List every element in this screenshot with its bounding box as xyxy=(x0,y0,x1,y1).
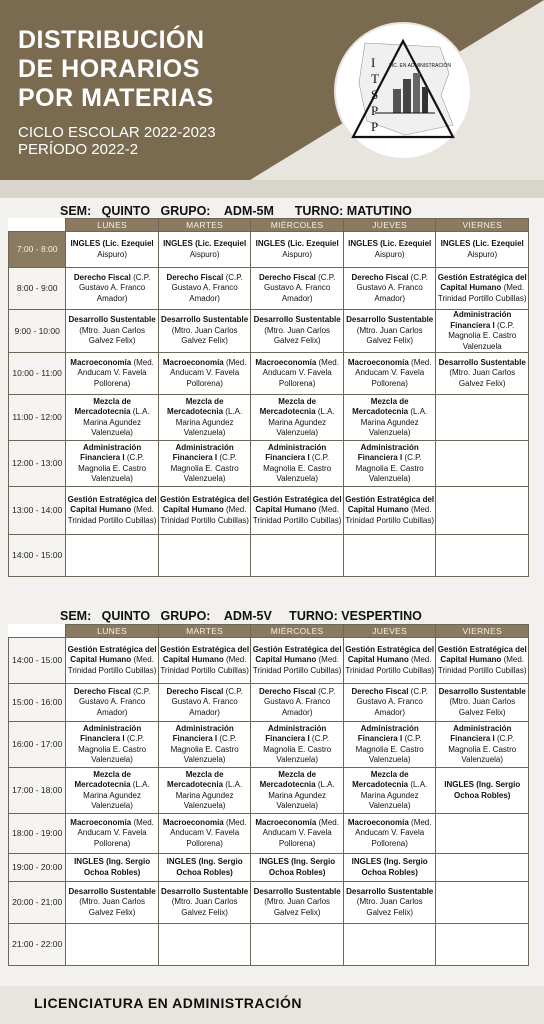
time-slot: 12:00 - 13:00 xyxy=(9,441,66,487)
teacher-name: (Mtro. Juan Carlos Galvez Felix) xyxy=(449,697,516,717)
class-cell xyxy=(251,395,344,441)
time-slot: 13:00 - 14:00 xyxy=(9,487,66,535)
subject-name: Gestión Estratégica del Capital Humano xyxy=(345,644,435,665)
teacher-name: (C.P. Gustavo A. Franco Amador) xyxy=(264,272,336,303)
class-cell xyxy=(158,854,251,882)
class-cell xyxy=(158,310,251,353)
teacher-name: (Mtro. Juan Carlos Galvez Felix) xyxy=(171,897,238,917)
class-cell xyxy=(251,854,344,882)
logo-letter: T xyxy=(371,71,379,86)
class-cell xyxy=(251,310,344,353)
class-cell xyxy=(66,395,159,441)
day-header: LUNES xyxy=(66,219,159,232)
class-cell xyxy=(251,487,344,535)
class-cell xyxy=(343,722,436,768)
day-header: LUNES xyxy=(66,625,159,638)
teacher-name: (C.P. Gustavo A. Franco Amador) xyxy=(171,272,243,303)
day-header: MIÉRCOLES xyxy=(251,219,344,232)
class-cell xyxy=(158,353,251,395)
teacher-name: (L.A. Marina Agundez Valenzuela) xyxy=(83,780,150,810)
teacher-name: (L.A. Marina Agundez Valenzuela) xyxy=(360,407,428,437)
schedule-row xyxy=(9,310,529,353)
schedule-row xyxy=(9,768,529,814)
class-cell xyxy=(436,882,529,924)
class-cell xyxy=(251,814,344,854)
logo-letter: P xyxy=(371,119,379,134)
teacher-name: (C.P. Magnolia E. Castro Valenzuela) xyxy=(170,453,239,483)
class-cell xyxy=(66,638,159,684)
class-cell xyxy=(343,924,436,966)
class-cell xyxy=(158,768,251,814)
subject-name: Derecho Fiscal xyxy=(258,272,316,282)
time-slot: 9:00 - 10:00 xyxy=(9,310,66,353)
schedule-row xyxy=(9,684,529,722)
class-cell xyxy=(158,232,251,268)
teacher-name: (C.P. Magnolia E. Castro Valenzuela xyxy=(448,320,517,351)
subject-name: Macroeconomía xyxy=(162,817,224,827)
class-cell xyxy=(343,353,436,395)
teacher-name: (L.A. Marina Agundez Valenzuela) xyxy=(175,780,243,810)
class-cell xyxy=(66,310,159,353)
class-cell xyxy=(343,814,436,854)
subject-name: Mezcla de Mercadotecnia xyxy=(259,769,317,789)
teacher-name: (L.A. Marina Agundez Valenzuela) xyxy=(268,780,335,810)
teacher-name: (Mtro. Juan Carlos Galvez Felix) xyxy=(171,325,238,346)
class-cell xyxy=(251,441,344,487)
teacher-name: (Mtro. Juan Carlos Galvez Felix) xyxy=(356,897,423,917)
subject-name: Gestión Estratégica del Capital Humano xyxy=(252,644,342,665)
footer-title: LICENCIATURA EN ADMINISTRACIÓN xyxy=(34,995,303,1011)
teacher-name: (C.P. Gustavo A. Franco Amador) xyxy=(264,686,336,717)
teacher-name: (C.P. Magnolia E. Castro Valenzuela) xyxy=(78,734,147,764)
class-cell xyxy=(343,441,436,487)
subject-name: Derecho Fiscal xyxy=(166,272,224,282)
class-cell xyxy=(158,535,251,577)
class-cell xyxy=(436,487,529,535)
teacher-name: (Med. Trinidad Portillo Cubillas) xyxy=(160,655,249,675)
class-cell xyxy=(251,638,344,684)
subject-name: Desarrollo Sustentable xyxy=(161,886,249,896)
subject-name: Desarrollo Sustentable xyxy=(253,315,341,325)
subject-name: INGLES (Ing. Sergio Ochoa Robles) xyxy=(166,857,243,877)
subject-name: Macroeconomía xyxy=(70,357,132,367)
class-cell xyxy=(436,638,529,684)
teacher-name: (Med. Trinidad Portillo Cubillas) xyxy=(67,655,157,675)
subject-name: Administración Financiera I xyxy=(450,310,512,330)
subject-name: Administración Financiera I xyxy=(172,442,234,462)
class-cell xyxy=(251,535,344,577)
subject-name: INGLES (Lic. Ezequiel xyxy=(255,239,339,248)
teacher-name: (Med. Anducam V. Favela Pollorena) xyxy=(77,817,154,848)
teacher-name: (C.P. Magnolia E. Castro Valenzuela) xyxy=(355,734,424,764)
teacher-name: (Med. Anducam V. Favela Pollorena) xyxy=(170,357,247,388)
subject-name: INGLES (Lic. Ezequiel xyxy=(348,239,432,248)
day-header: VIERNES xyxy=(436,625,529,638)
day-header: MARTES xyxy=(158,219,251,232)
subject-name: Derecho Fiscal xyxy=(351,272,409,282)
teacher-name: Aispuro) xyxy=(282,249,313,259)
class-cell xyxy=(66,814,159,854)
class-cell xyxy=(251,924,344,966)
subject-name: Administración Financiera I xyxy=(80,442,142,462)
class-cell xyxy=(343,232,436,268)
class-cell xyxy=(436,441,529,487)
logo-letter: S xyxy=(371,87,379,102)
subject-name: Macroeconomía xyxy=(255,817,317,827)
logo-subtext: LIC. EN ADMINISTRACIÓN xyxy=(389,63,451,69)
teacher-name: (C.P. Magnolia E. Castro Valenzuela) xyxy=(448,734,517,764)
teacher-name: (Med. Anducam V. Favela Pollorena) xyxy=(262,357,339,388)
subject-name: Mezcla de Mercadotecnia xyxy=(352,769,409,789)
schedule-row xyxy=(9,814,529,854)
class-cell xyxy=(66,854,159,882)
subject-name: Gestión Estratégica del Capital Humano xyxy=(160,494,250,515)
class-cell xyxy=(343,768,436,814)
class-cell xyxy=(66,768,159,814)
teacher-name: (Med. Anducam V. Favela Pollorena) xyxy=(355,357,432,388)
time-slot: 19:00 - 20:00 xyxy=(9,854,66,882)
class-cell xyxy=(436,353,529,395)
schedule-table-matutino xyxy=(8,218,529,577)
schedule-row xyxy=(9,882,529,924)
class-cell xyxy=(158,638,251,684)
time-slot: 14:00 - 15:00 xyxy=(9,638,66,684)
group-info-vespertino: SEM: QUINTO GRUPO: ADM-5V TURNO: VESPERTINO xyxy=(60,609,422,623)
class-cell xyxy=(66,722,159,768)
subject-name: Administración Financiera I xyxy=(265,723,327,743)
class-cell xyxy=(343,395,436,441)
class-cell xyxy=(251,722,344,768)
class-cell xyxy=(343,882,436,924)
schedule-row xyxy=(9,353,529,395)
teacher-name: (C.P. Gustavo A. Franco Amador) xyxy=(356,686,428,717)
teacher-name: Aispuro) xyxy=(467,249,498,259)
schedule-row xyxy=(9,638,529,684)
teacher-name: (C.P. Magnolia E. Castro Valenzuela) xyxy=(263,734,332,764)
class-cell xyxy=(343,684,436,722)
subject-name: Mezcla de Mercadotecnia xyxy=(167,769,224,789)
schedule-row xyxy=(9,232,529,268)
subject-name: Macroeconomía xyxy=(347,357,409,367)
teacher-name: (C.P. Magnolia E. Castro Valenzuela) xyxy=(263,453,332,483)
title-line: DE HORARIOS xyxy=(18,55,200,83)
teacher-name: (C.P. Gustavo A. Franco Amador) xyxy=(78,272,151,303)
subject-name: Administración Financiera I xyxy=(357,442,419,462)
time-slot: 10:00 - 11:00 xyxy=(9,353,66,395)
subject-name: Desarrollo Sustentable xyxy=(438,357,526,367)
title-line: POR MATERIAS xyxy=(18,84,214,112)
class-cell xyxy=(66,353,159,395)
class-cell xyxy=(66,268,159,310)
schedule-row xyxy=(9,722,529,768)
subject-name: Gestión Estratégica del Capital Humano xyxy=(345,494,435,515)
time-slot: 21:00 - 22:00 xyxy=(9,924,66,966)
subject-name: INGLES (Ing. Sergio Ochoa Robles) xyxy=(259,857,336,877)
subject-name: Desarrollo Sustentable xyxy=(68,886,156,896)
subject-name: Gestión Estratégica del Capital Humano xyxy=(437,644,527,665)
teacher-name: (Med. Anducam V. Favela Pollorena) xyxy=(262,817,339,848)
class-cell xyxy=(436,924,529,966)
teacher-name: Aispuro) xyxy=(374,249,405,259)
teacher-name: (Med. Trinidad Portillo Cubillas) xyxy=(252,655,342,675)
class-cell xyxy=(158,684,251,722)
teacher-name: (L.A. Marina Agundez Valenzuela) xyxy=(360,780,428,810)
time-slot: 8:00 - 9:00 xyxy=(9,268,66,310)
page-title xyxy=(18,26,318,113)
subject-name: Desarrollo Sustentable xyxy=(68,315,156,325)
subject-name: Gestión Estratégica del Capital Humano xyxy=(67,494,157,515)
time-slot: 15:00 - 16:00 xyxy=(9,684,66,722)
subject-name: INGLES (Lic. Ezequiel xyxy=(440,239,524,248)
logo-letter: I xyxy=(371,55,376,70)
subject-name: Derecho Fiscal xyxy=(73,686,131,696)
subject-name: Macroeconomía xyxy=(162,357,224,367)
group-info-matutino: SEM: QUINTO GRUPO: ADM-5M TURNO: MATUTINO xyxy=(60,204,412,218)
subject-name: Administración Financiera I xyxy=(172,723,234,743)
teacher-name: (Mtro. Juan Carlos Galvez Felix) xyxy=(264,897,331,917)
teacher-name: (Mtro. Juan Carlos Galvez Felix) xyxy=(79,897,145,917)
class-cell xyxy=(158,924,251,966)
class-cell xyxy=(66,441,159,487)
subject-name: INGLES (Ing. Sergio Ochoa Robles) xyxy=(74,857,151,877)
teacher-name: Aispuro) xyxy=(189,249,220,259)
subject-name: INGLES (Lic. Ezequiel xyxy=(70,239,154,248)
day-header: MIÉRCOLES xyxy=(251,625,344,638)
class-cell xyxy=(436,535,529,577)
schedule-row xyxy=(9,535,529,577)
subject-name: INGLES (Lic. Ezequiel xyxy=(163,239,247,248)
class-cell xyxy=(343,638,436,684)
teacher-name: (Mtro. Juan Carlos Galvez Felix) xyxy=(356,325,423,346)
class-cell xyxy=(66,535,159,577)
schedule-row xyxy=(9,395,529,441)
teacher-name: (Med. Anducam V. Favela Pollorena) xyxy=(355,817,432,848)
subject-name: Mezcla de Mercadotecnia xyxy=(352,396,409,416)
class-cell xyxy=(343,310,436,353)
class-cell xyxy=(66,684,159,722)
schedule-row xyxy=(9,268,529,310)
day-header: VIERNES xyxy=(436,219,529,232)
teacher-name: (Med. Trinidad Portillo Cubillas) xyxy=(345,655,434,675)
schedule-row xyxy=(9,924,529,966)
subject-name: Macroeconomía xyxy=(70,817,132,827)
teacher-name: (C.P. Gustavo A. Franco Amador) xyxy=(171,686,243,717)
time-slot: 14:00 - 15:00 xyxy=(9,535,66,577)
class-cell xyxy=(251,882,344,924)
subject-name: Administración Financiera I xyxy=(80,723,142,743)
subject-name: Mezcla de Mercadotecnia xyxy=(74,396,131,416)
day-header: JUEVES xyxy=(343,625,436,638)
class-cell xyxy=(158,395,251,441)
teacher-name: (Med. Trinidad Portillo Cubillas) xyxy=(345,505,434,525)
class-cell xyxy=(66,487,159,535)
class-cell xyxy=(158,814,251,854)
teacher-name: (L.A. Marina Agundez Valenzuela) xyxy=(83,407,150,437)
teacher-name: (L.A. Marina Agundez Valenzuela) xyxy=(268,407,335,437)
teacher-name: (L.A. Marina Agundez Valenzuela) xyxy=(175,407,243,437)
class-cell xyxy=(436,768,529,814)
header-corner xyxy=(9,625,66,638)
teacher-name: (Med. Trinidad Portillo Cubillas) xyxy=(437,655,527,675)
ciclo-escolar: CICLO ESCOLAR 2022-2023 xyxy=(18,124,216,141)
class-cell xyxy=(436,684,529,722)
subject-name: Gestión Estratégica del Capital Humano xyxy=(67,644,157,665)
class-cell xyxy=(343,854,436,882)
class-cell xyxy=(436,814,529,854)
teacher-name: (Med. Anducam V. Favela Pollorena) xyxy=(170,817,247,848)
subject-name: Administración Financiera I xyxy=(450,723,512,743)
day-header: MARTES xyxy=(158,625,251,638)
subject-name: Macroeconomía xyxy=(347,817,409,827)
header-shadow-stripe xyxy=(0,180,544,198)
teacher-name: (Med. Trinidad Portillo Cubillas) xyxy=(160,505,249,525)
class-cell xyxy=(251,353,344,395)
class-cell xyxy=(158,487,251,535)
class-cell xyxy=(66,882,159,924)
teacher-name: (Mtro. Juan Carlos Galvez Felix) xyxy=(449,368,516,388)
class-cell xyxy=(251,768,344,814)
subject-name: INGLES (Ing. Sergio Ochoa Robles) xyxy=(444,780,521,800)
teacher-name: (C.P. Magnolia E. Castro Valenzuela) xyxy=(355,453,424,483)
class-cell xyxy=(251,268,344,310)
schedule-row xyxy=(9,441,529,487)
teacher-name: (Med. Trinidad Portillo Cubillas) xyxy=(252,505,342,525)
teacher-name: (Mtro. Juan Carlos Galvez Felix) xyxy=(264,325,331,346)
itspp-logo xyxy=(334,22,472,160)
schedule-row xyxy=(9,487,529,535)
subject-name: Mezcla de Mercadotecnia xyxy=(167,396,224,416)
subject-name: Desarrollo Sustentable xyxy=(346,315,434,325)
subject-name: Derecho Fiscal xyxy=(258,686,316,696)
teacher-name: (C.P. Magnolia E. Castro Valenzuela) xyxy=(170,734,239,764)
periodo: PERÍODO 2022-2 xyxy=(18,141,139,158)
schedule-table-vespertino xyxy=(8,624,529,966)
subject-name: Desarrollo Sustentable xyxy=(346,886,434,896)
class-cell xyxy=(436,268,529,310)
subject-name: Gestión Estratégica del Capital Humano xyxy=(437,272,527,293)
class-cell xyxy=(343,268,436,310)
teacher-name: (C.P. Gustavo A. Franco Amador) xyxy=(356,272,428,303)
time-slot: 11:00 - 12:00 xyxy=(9,395,66,441)
time-slot: 16:00 - 17:00 xyxy=(9,722,66,768)
time-slot: 20:00 - 21:00 xyxy=(9,882,66,924)
subject-name: Derecho Fiscal xyxy=(73,272,131,282)
class-cell xyxy=(66,232,159,268)
subject-name: INGLES (Ing. Sergio Ochoa Robles) xyxy=(351,857,428,877)
class-cell xyxy=(158,268,251,310)
class-cell xyxy=(436,722,529,768)
class-cell xyxy=(436,310,529,353)
teacher-name: (Med. Trinidad Portillo Cubillas) xyxy=(437,283,527,303)
subject-name: Gestión Estratégica del Capital Humano xyxy=(252,494,342,515)
subject-name: Desarrollo Sustentable xyxy=(161,315,249,325)
title-line: DISTRIBUCIÓN xyxy=(18,26,205,54)
subject-name: Derecho Fiscal xyxy=(351,686,409,696)
class-cell xyxy=(436,395,529,441)
subject-name: Administración Financiera I xyxy=(265,442,327,462)
subject-name: Desarrollo Sustentable xyxy=(253,886,341,896)
subject-name: Desarrollo Sustentable xyxy=(438,686,526,696)
class-cell xyxy=(66,924,159,966)
subject-name: Mezcla de Mercadotecnia xyxy=(259,396,317,416)
teacher-name: (C.P. Magnolia E. Castro Valenzuela) xyxy=(78,453,147,483)
time-slot: 17:00 - 18:00 xyxy=(9,768,66,814)
class-cell xyxy=(158,441,251,487)
class-cell xyxy=(343,535,436,577)
teacher-name: (Mtro. Juan Carlos Galvez Felix) xyxy=(79,325,145,346)
class-cell xyxy=(436,232,529,268)
logo-graphic xyxy=(345,33,461,149)
subject-name: Macroeconomía xyxy=(255,357,317,367)
class-cell xyxy=(158,882,251,924)
schedule-row xyxy=(9,854,529,882)
class-cell xyxy=(251,684,344,722)
teacher-name: Aispuro) xyxy=(97,249,127,259)
header-banner xyxy=(0,0,544,180)
subject-name: Derecho Fiscal xyxy=(166,686,224,696)
teacher-name: (C.P. Gustavo A. Franco Amador) xyxy=(78,686,151,717)
day-header: JUEVES xyxy=(343,219,436,232)
time-slot: 18:00 - 19:00 xyxy=(9,814,66,854)
subject-name: Mezcla de Mercadotecnia xyxy=(74,769,131,789)
subject-name: Gestión Estratégica del Capital Humano xyxy=(160,644,250,665)
class-cell xyxy=(436,854,529,882)
time-slot: 7:00 - 8:00 xyxy=(9,232,66,268)
header-corner xyxy=(9,219,66,232)
class-cell xyxy=(158,722,251,768)
teacher-name: (Med. Trinidad Portillo Cubillas) xyxy=(67,505,157,525)
teacher-name: (Med. Anducam V. Favela Pollorena) xyxy=(77,357,154,388)
class-cell xyxy=(251,232,344,268)
logo-letter: P xyxy=(371,103,379,118)
subject-name: Administración Financiera I xyxy=(357,723,419,743)
class-cell xyxy=(343,487,436,535)
